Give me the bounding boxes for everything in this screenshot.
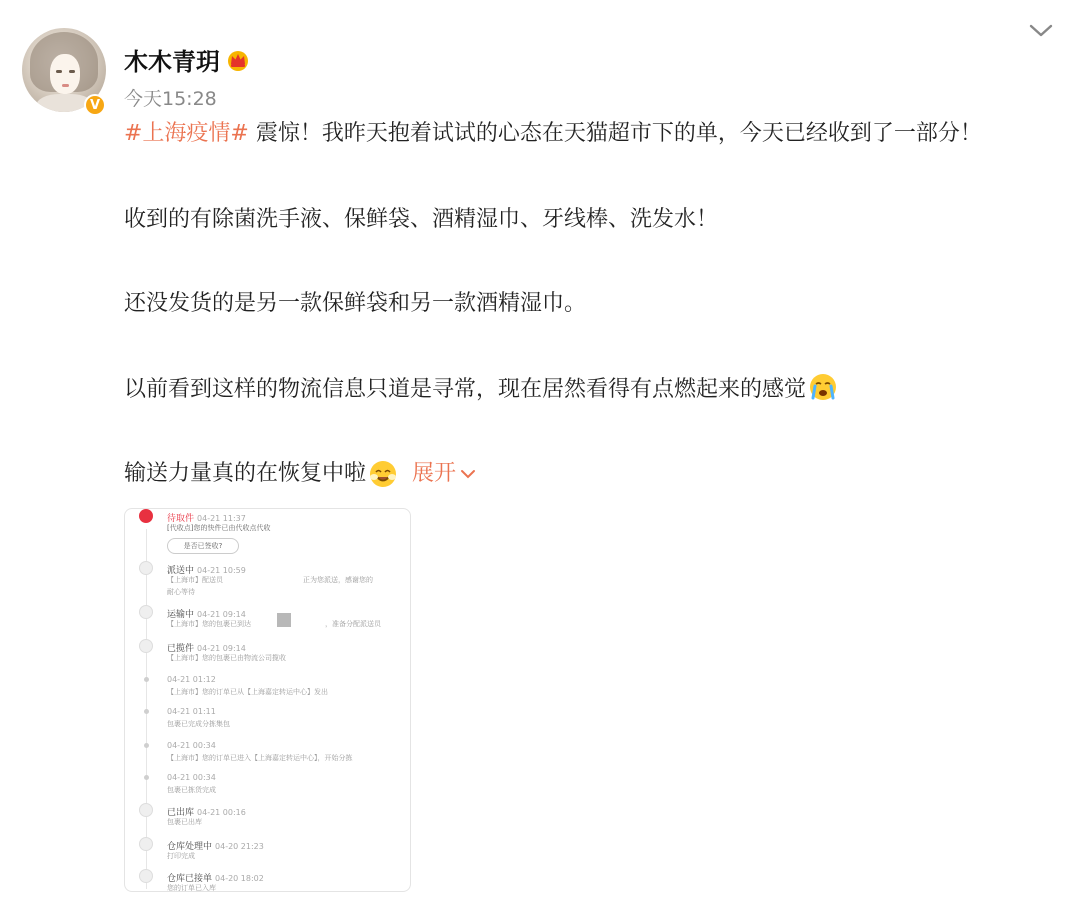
post-text: 输送力量真的在恢复中啦 xyxy=(124,461,367,486)
signed-button[interactable]: 是否已签收? xyxy=(167,538,239,554)
post-paragraph xyxy=(124,118,982,150)
box-icon xyxy=(139,639,153,653)
redacted-block xyxy=(277,613,291,627)
truck-icon xyxy=(139,605,153,619)
timeline-head: 04-21 00:34 xyxy=(167,773,216,782)
warehouse-out-icon xyxy=(139,803,153,817)
timeline-desc: 【上海市】配送员 xyxy=(167,576,223,584)
hashtag-link[interactable]: #上海疫情# xyxy=(124,121,249,146)
timeline-desc: 打印完成 xyxy=(167,852,195,860)
timeline-dot xyxy=(144,709,149,714)
avatar-lip xyxy=(62,84,69,87)
expand-label[interactable]: 展开 xyxy=(412,461,457,486)
post-paragraph xyxy=(124,458,476,490)
username[interactable]: 木木青玥 xyxy=(124,48,220,76)
timeline-head: 04-21 01:12 xyxy=(167,675,216,684)
smiling-emoji-icon xyxy=(368,459,398,489)
timeline-desc: 正为您派送，感谢您的 xyxy=(303,576,373,584)
post-paragraph: 收到的有除菌洗手液、保鲜袋、酒精湿巾、牙线棒、洗发水！ xyxy=(124,207,719,232)
timeline-head: 派送中 04-21 10:59 xyxy=(167,566,246,576)
post-paragraph: 还没发货的是另一款保鲜袋和另一款酒精湿巾。 xyxy=(124,291,587,316)
timeline-desc: 耐心等待 xyxy=(167,588,195,596)
post-timestamp: 今天15:28 xyxy=(124,88,217,110)
avatar-eye xyxy=(56,70,62,73)
chevron-down-icon[interactable] xyxy=(1028,20,1054,40)
timeline-dot xyxy=(144,775,149,780)
expand-link[interactable] xyxy=(412,458,476,490)
crying-emoji-icon xyxy=(808,372,838,402)
timeline-head: 已出库 04-21 00:16 xyxy=(167,808,246,818)
crown-icon xyxy=(226,48,250,72)
post-text: 以前看到这样的物流信息只道是寻常，现在居然看得有点燃起来的感觉 xyxy=(124,377,807,402)
avatar-eye xyxy=(69,70,75,73)
timeline-head: 仓库处理中 04-20 21:23 xyxy=(167,842,264,852)
chevron-down-icon[interactable] xyxy=(460,468,476,480)
timeline-head: 04-21 01:11 xyxy=(167,707,216,716)
username-row[interactable] xyxy=(124,42,250,77)
courier-icon xyxy=(139,561,153,575)
timeline-desc: [代收点]您的快件已由代收点代收 xyxy=(167,524,271,532)
timeline-desc: 您的订单已入库 xyxy=(167,884,216,892)
verified-badge-icon: V xyxy=(84,94,106,116)
timeline-head: 04-21 00:34 xyxy=(167,741,216,750)
timeline-dot xyxy=(144,677,149,682)
post-text: 震惊！我昨天抱着试试的心态在天猫超市下的单，今天已经收到了一部分！ xyxy=(248,121,982,146)
processing-icon xyxy=(139,837,153,851)
timeline-desc: 【上海市】您的订单已从【上海嘉定转运中心】发出 xyxy=(167,688,328,696)
order-received-icon xyxy=(139,869,153,883)
post-paragraph xyxy=(124,372,838,406)
package-icon xyxy=(139,509,153,523)
timeline-desc: ，准备分配派送员 xyxy=(325,620,381,628)
timeline-desc: 包裹已完成分拣集包 xyxy=(167,720,230,728)
timeline-head: 仓库已接单 04-20 18:02 xyxy=(167,874,264,884)
timeline-desc: 包裹已拣货完成 xyxy=(167,786,216,794)
timeline-desc: 【上海市】您的包裹已到达 xyxy=(167,620,251,628)
timeline-desc: 包裹已出库 xyxy=(167,818,202,826)
timeline-head: 待取件 04-21 11:37 xyxy=(167,514,246,524)
timeline-desc: 【上海市】您的订单已进入【上海嘉定转运中心】，开始分拣 xyxy=(167,754,353,762)
timeline-head: 运输中 04-21 09:14 xyxy=(167,610,246,620)
timeline-head: 已揽件 04-21 09:14 xyxy=(167,644,246,654)
avatar-face xyxy=(50,54,80,94)
post-image[interactable] xyxy=(124,508,411,892)
timeline-dot xyxy=(144,743,149,748)
timeline-desc: 【上海市】您的包裹已由物流公司揽收 xyxy=(167,654,286,662)
